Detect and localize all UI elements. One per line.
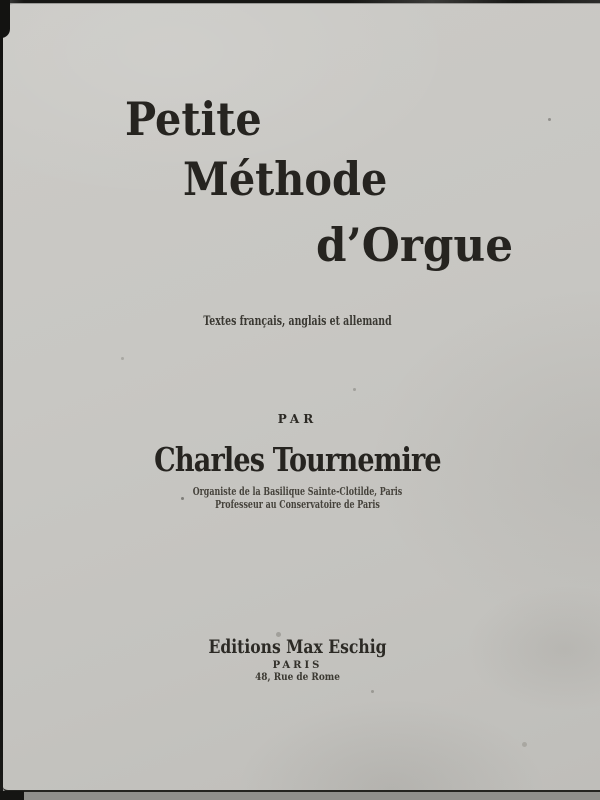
publisher-name: Editions Max Eschig (208, 636, 387, 658)
publisher-city: PARIS (272, 660, 323, 671)
byline-label: PAR (277, 412, 318, 426)
scan-corner-bottom-left (0, 791, 24, 800)
title-line-2: Méthode (183, 152, 388, 206)
scan-edge-top (0, 0, 600, 3)
scan-specks (181, 497, 184, 500)
page-paper (3, 3, 600, 792)
author-name: Charles Tournemire (154, 440, 441, 479)
author-title-1: Organiste de la Basilique Sainte-Clotilde, Paris (192, 485, 403, 498)
subtitle-languages: Textes français, anglais et allemand (203, 314, 392, 329)
title-line-1: Petite (125, 92, 262, 146)
scan-corner-top-left (0, 0, 10, 38)
title-line-3: d’Orgue (316, 218, 513, 272)
scan-edge-left (0, 0, 3, 793)
publisher-address: 48, Rue de Rome (255, 671, 340, 683)
author-title-2: Professeur au Conservatoire de Paris (215, 498, 380, 511)
